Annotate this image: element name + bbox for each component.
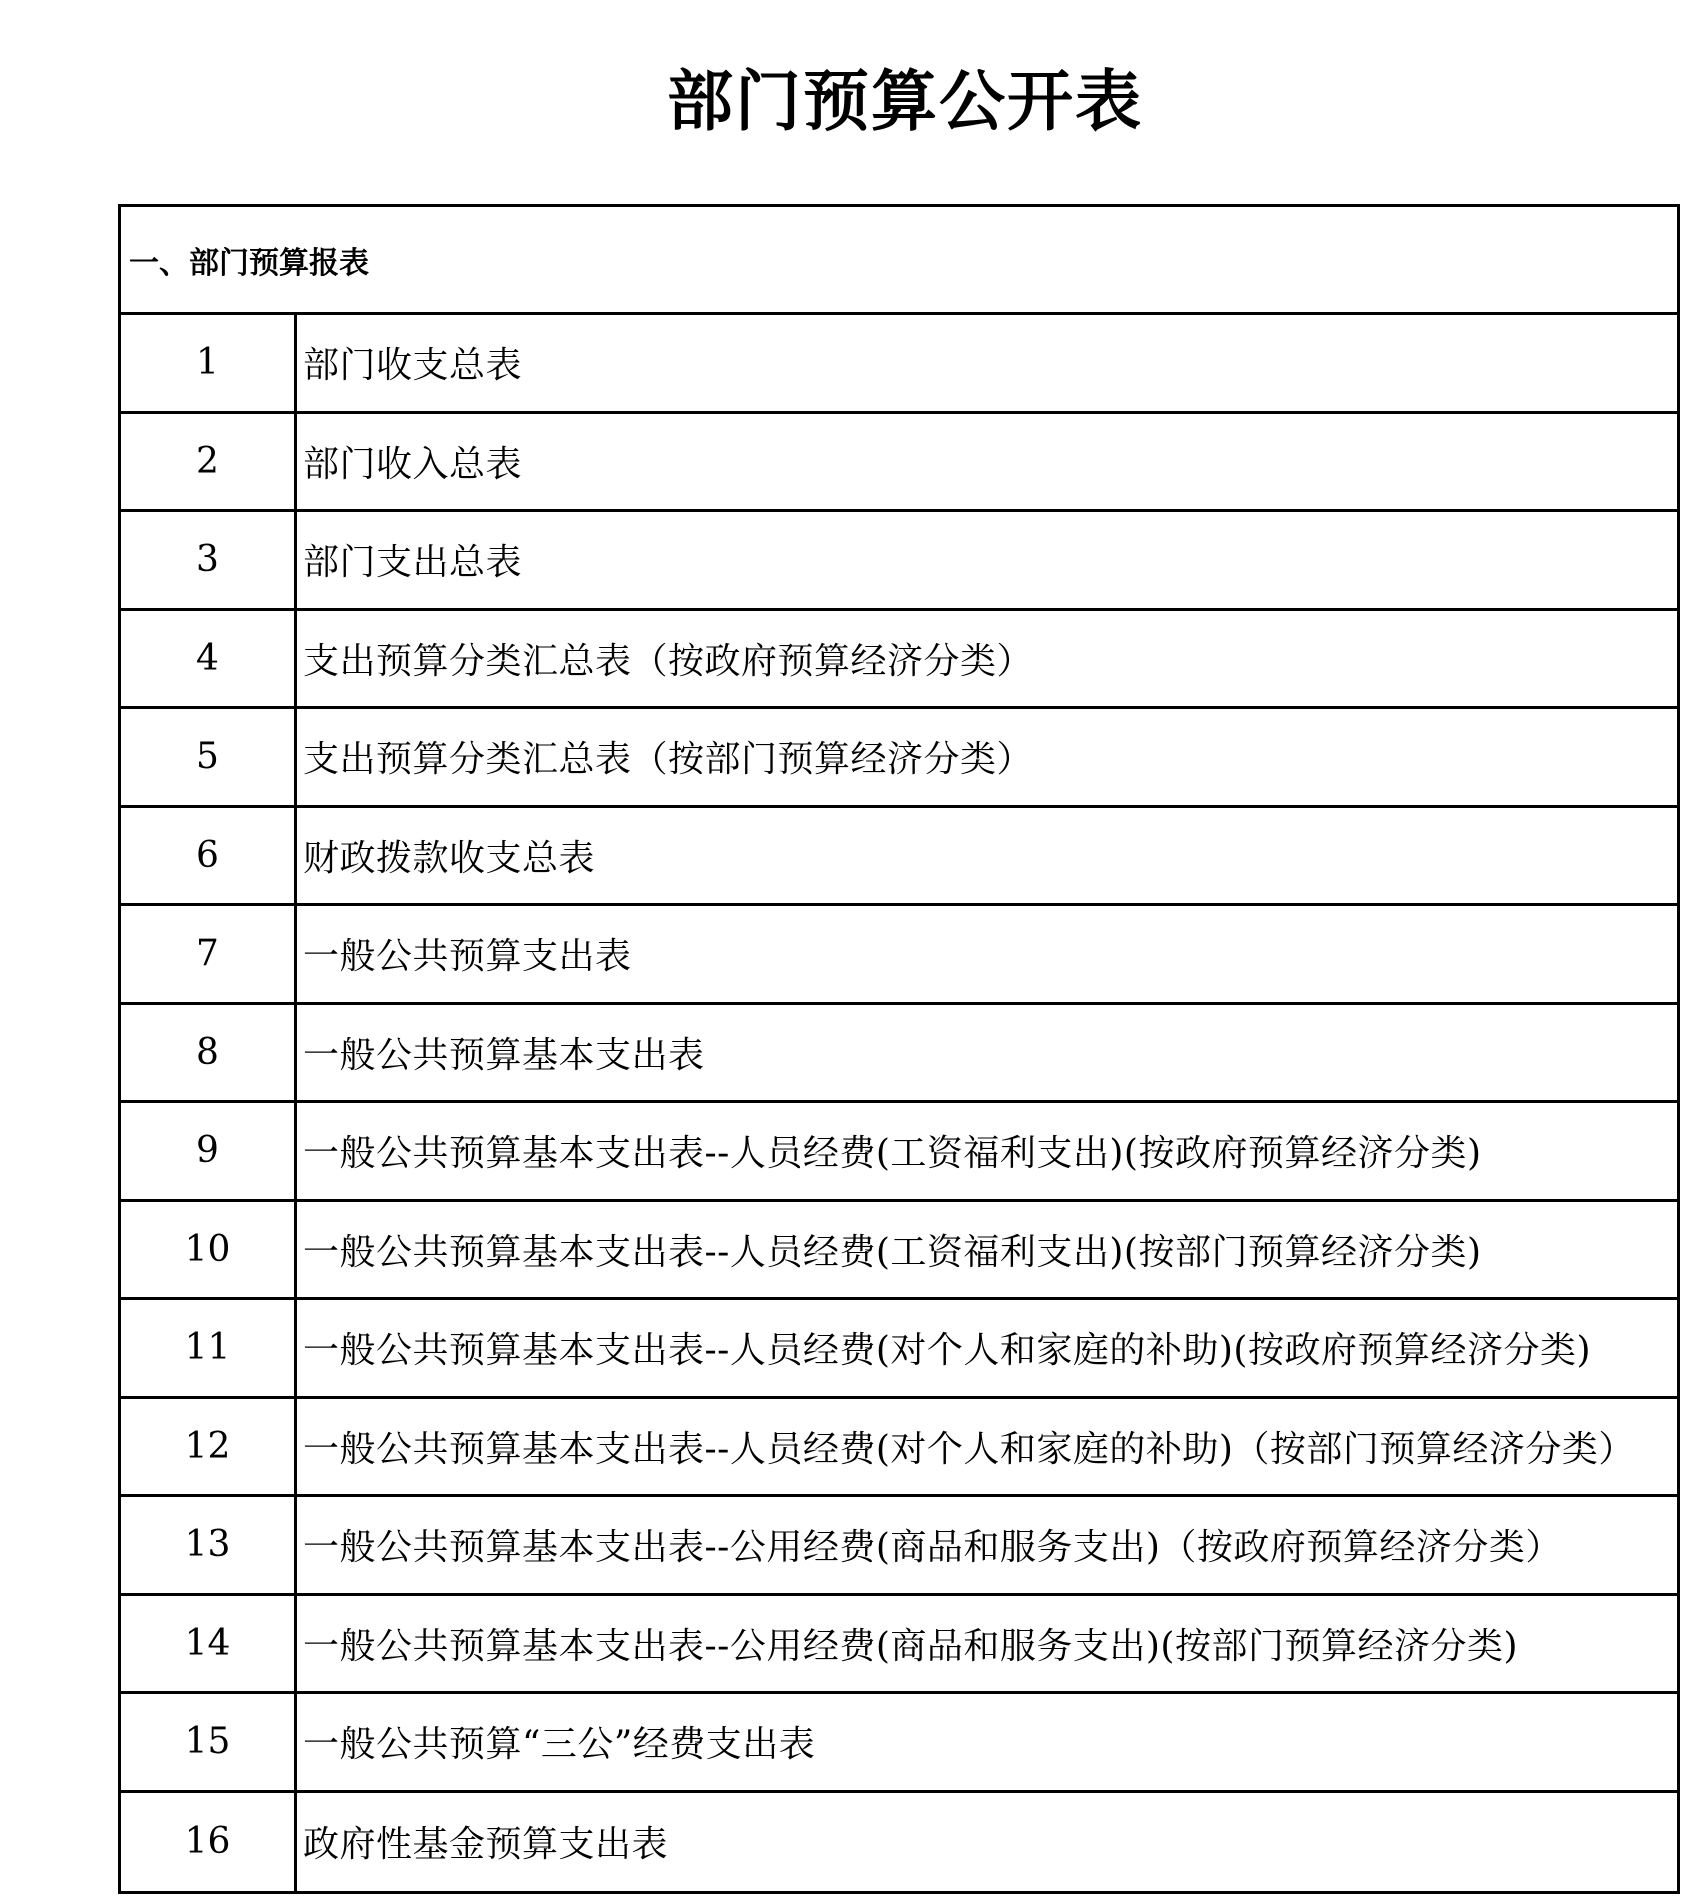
row-number: 14 xyxy=(121,1596,297,1692)
table-row xyxy=(121,414,1677,513)
table-row xyxy=(121,1399,1677,1498)
row-number: 1 xyxy=(121,315,297,411)
table-row xyxy=(121,1793,1677,1892)
report-name: 一般公共预算基本支出表--人员经费(对个人和家庭的补助)（按部门预算经济分类） xyxy=(303,1428,1635,1470)
table-row xyxy=(121,315,1677,414)
row-number: 8 xyxy=(121,1005,297,1101)
section-header: 一、部门预算报表 xyxy=(121,207,1677,315)
table-row xyxy=(121,1202,1677,1301)
report-name: 部门支出总表 xyxy=(303,542,523,584)
table-row xyxy=(121,1596,1677,1695)
page-title: 部门预算公开表 xyxy=(667,63,1143,140)
report-name: 支出预算分类汇总表（按政府预算经济分类） xyxy=(303,640,1034,682)
report-name: 财政拨款收支总表 xyxy=(303,837,596,879)
row-number: 5 xyxy=(121,709,297,805)
row-number: 15 xyxy=(121,1694,297,1790)
row-number: 13 xyxy=(121,1497,297,1593)
report-name: 支出预算分类汇总表（按部门预算经济分类） xyxy=(303,739,1034,781)
table-row xyxy=(121,1300,1677,1399)
report-name: 部门收支总表 xyxy=(303,345,523,387)
table-row xyxy=(121,611,1677,710)
report-name: 政府性基金预算支出表 xyxy=(303,1824,669,1866)
report-name: 一般公共预算基本支出表--公用经费(商品和服务支出)（按政府预算经济分类） xyxy=(303,1527,1562,1569)
table-row xyxy=(121,1497,1677,1596)
report-name: 一般公共预算基本支出表--人员经费(对个人和家庭的补助)(按政府预算经济分类) xyxy=(303,1330,1592,1372)
row-number: 11 xyxy=(121,1300,297,1396)
table-row xyxy=(121,1005,1677,1104)
row-number: 7 xyxy=(121,906,297,1002)
report-name: 一般公共预算基本支出表--公用经费(商品和服务支出)(按部门预算经济分类) xyxy=(303,1625,1519,1667)
report-index-table xyxy=(118,204,1680,1894)
table-row xyxy=(121,1694,1677,1793)
row-number: 6 xyxy=(121,808,297,904)
row-number: 4 xyxy=(121,611,297,707)
report-name: 一般公共预算支出表 xyxy=(303,936,632,978)
table-row xyxy=(121,1103,1677,1202)
report-name: 一般公共预算基本支出表--人员经费(工资福利支出)(按政府预算经济分类) xyxy=(303,1133,1482,1175)
row-number: 10 xyxy=(121,1202,297,1298)
table-row xyxy=(121,512,1677,611)
report-name: 一般公共预算“三公”经费支出表 xyxy=(303,1724,816,1766)
row-number: 9 xyxy=(121,1103,297,1199)
row-number: 12 xyxy=(121,1399,297,1495)
report-name: 一般公共预算基本支出表--人员经费(工资福利支出)(按部门预算经济分类) xyxy=(303,1231,1482,1273)
row-number: 16 xyxy=(121,1793,297,1892)
row-number: 3 xyxy=(121,512,297,608)
row-number: 2 xyxy=(121,414,297,510)
report-name: 一般公共预算基本支出表 xyxy=(303,1034,705,1076)
report-name: 部门收入总表 xyxy=(303,443,523,485)
table-row xyxy=(121,709,1677,808)
table-row xyxy=(121,808,1677,907)
table-row xyxy=(121,906,1677,1005)
